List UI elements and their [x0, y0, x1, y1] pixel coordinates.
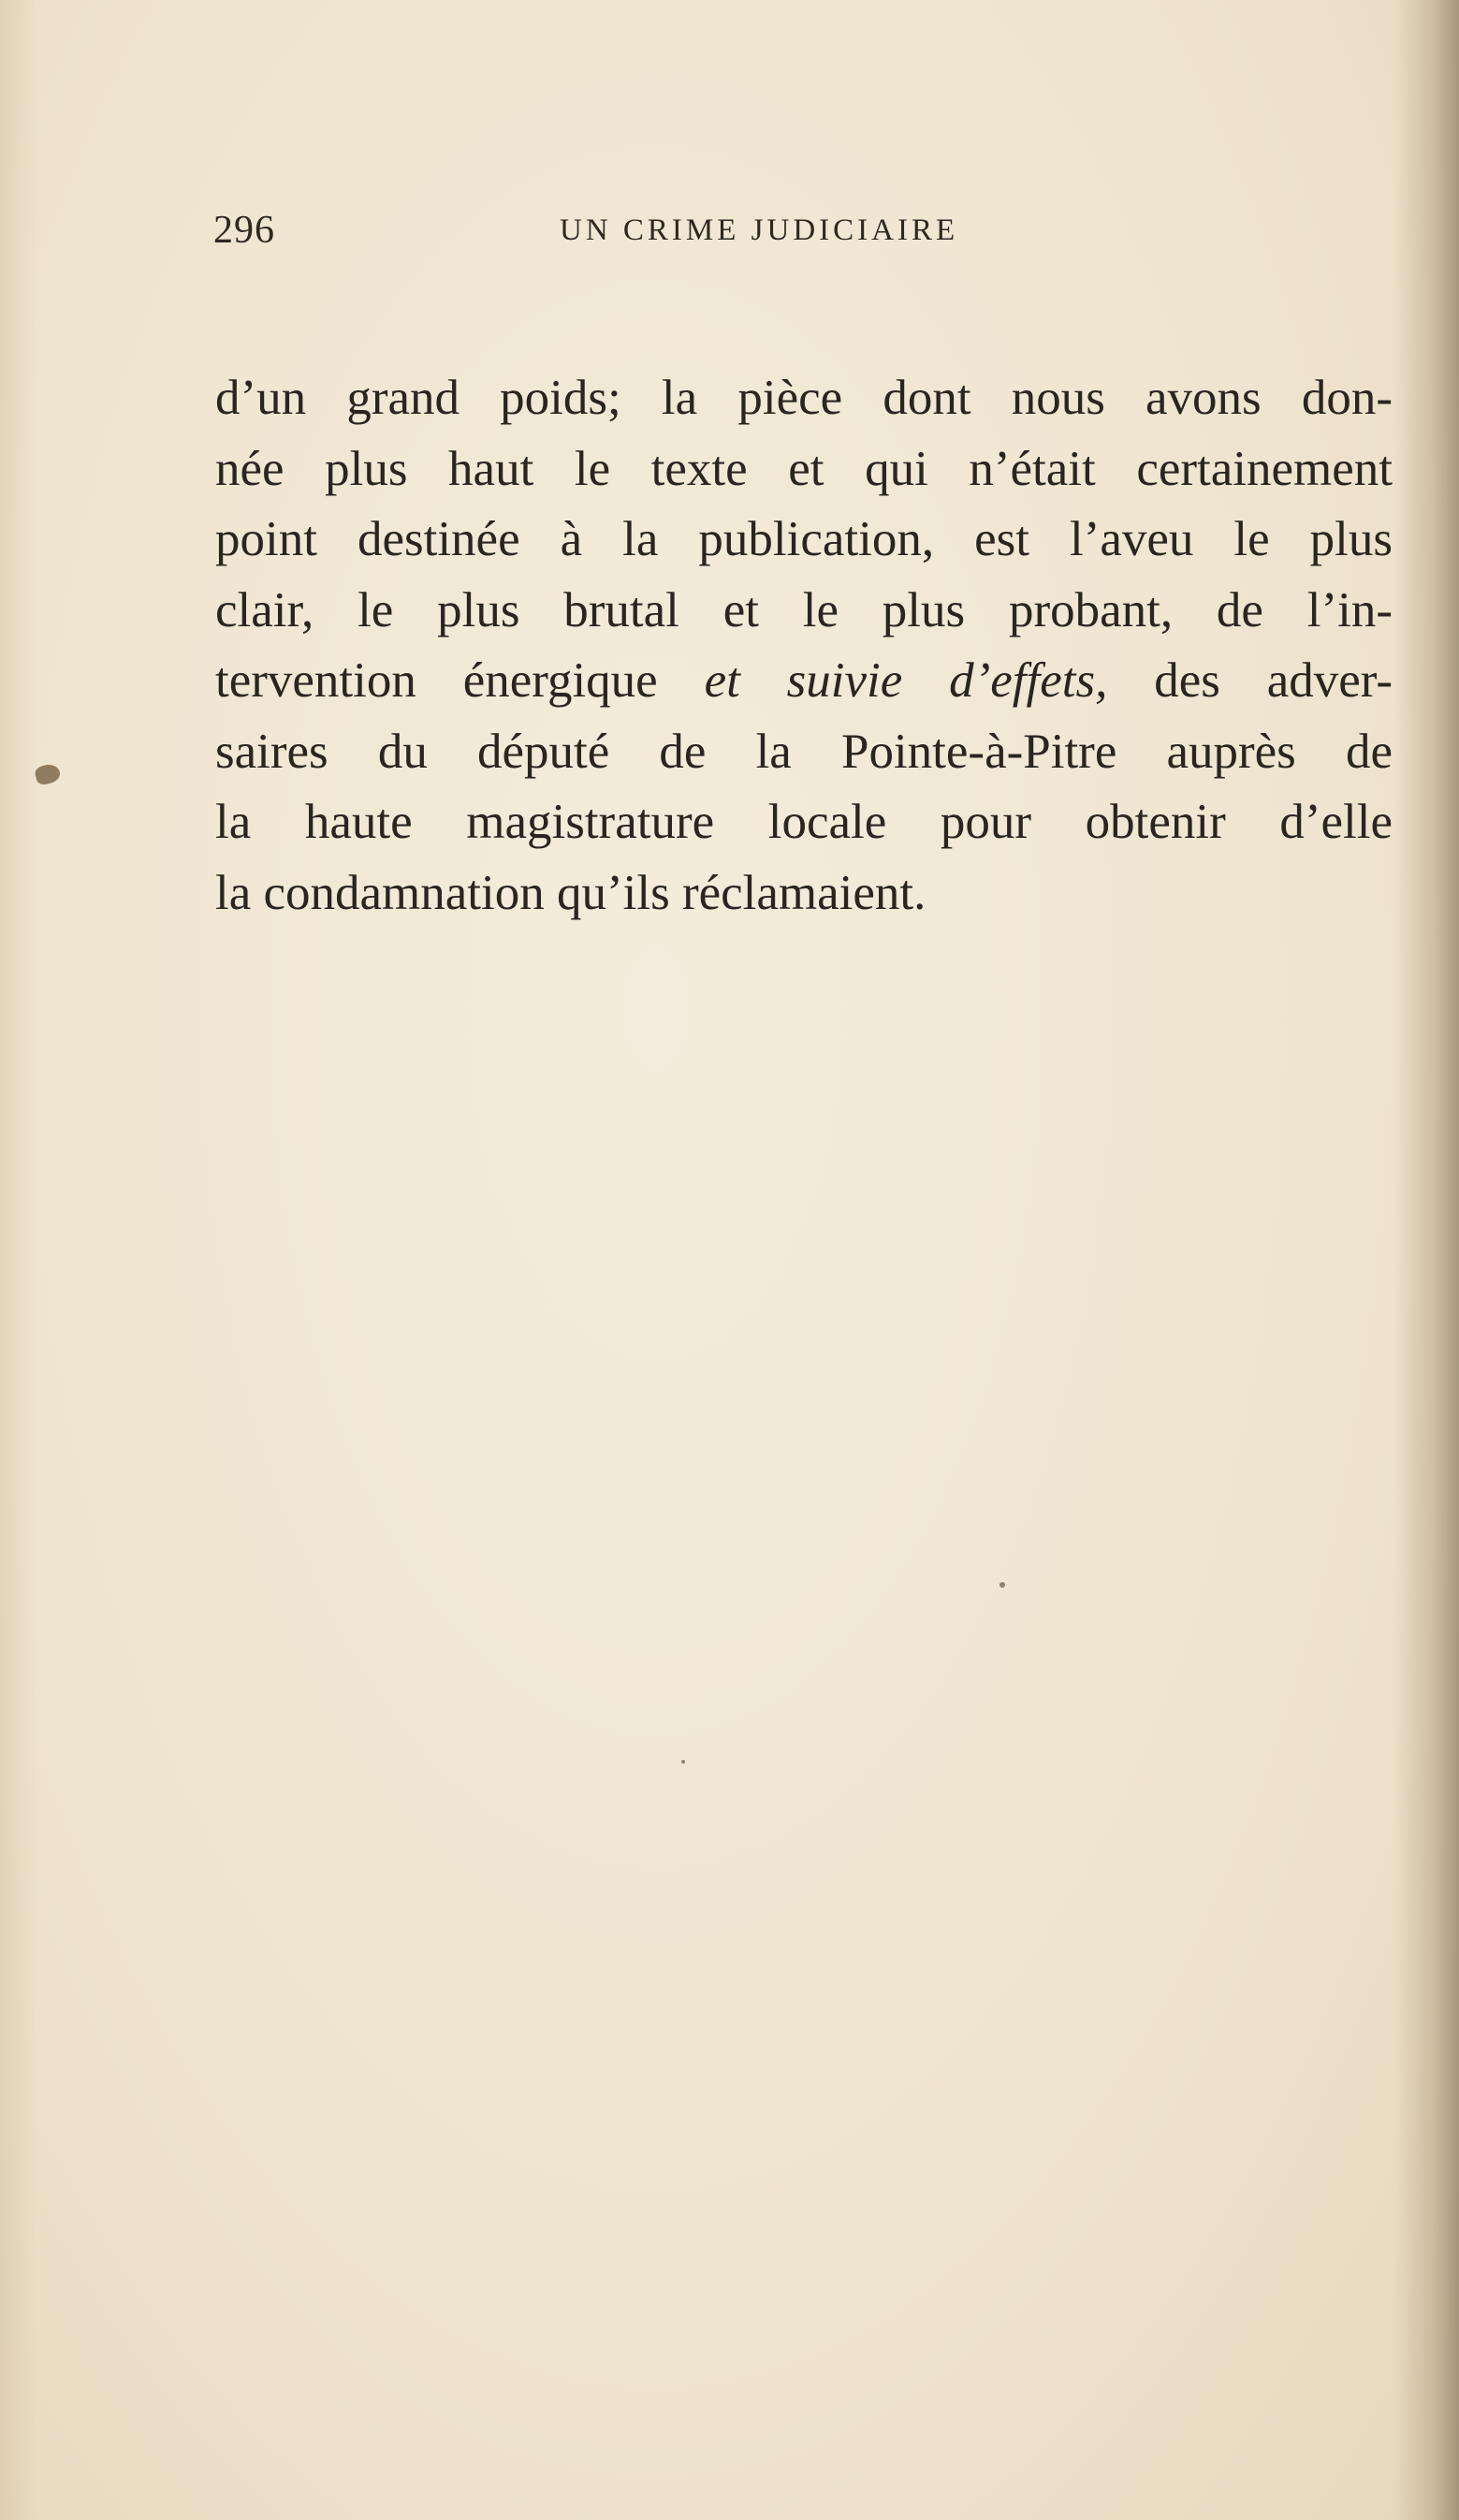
text-line: saires du député de la Pointe-à-Pitre auprès de [215, 724, 1393, 779]
text-line: clair, le plus brutal et le plus probant, de l’in- [215, 582, 1393, 637]
page-number: 296 [213, 209, 275, 252]
running-title: UN CRIME JUDICIAIRE [560, 213, 959, 247]
text-line: la condamnation qu’ils réclamaient. [215, 865, 926, 920]
paper-speck [681, 1760, 685, 1764]
text-line: née plus haut le texte et qui n’était certainement [215, 441, 1393, 496]
text-line: point destinée à la publication, est l’aveu le plus [215, 512, 1393, 566]
body-paragraph [215, 363, 1393, 929]
text-line: la haute magistrature locale pour obtenir d’elle [215, 795, 1393, 849]
ink-smudge [34, 762, 62, 786]
text-line: d’un grand poids; la pièce dont nous avons don- [215, 371, 1393, 425]
italic-phrase: et suivie d’effets, [704, 653, 1108, 708]
page-gutter-shadow [0, 0, 37, 2520]
page-edge-shadow [1393, 0, 1459, 2520]
text-line: tervention énergique et suivie d’effets, des adver- [215, 653, 1393, 708]
running-head [213, 208, 1383, 264]
paper-speck [999, 1582, 1005, 1588]
